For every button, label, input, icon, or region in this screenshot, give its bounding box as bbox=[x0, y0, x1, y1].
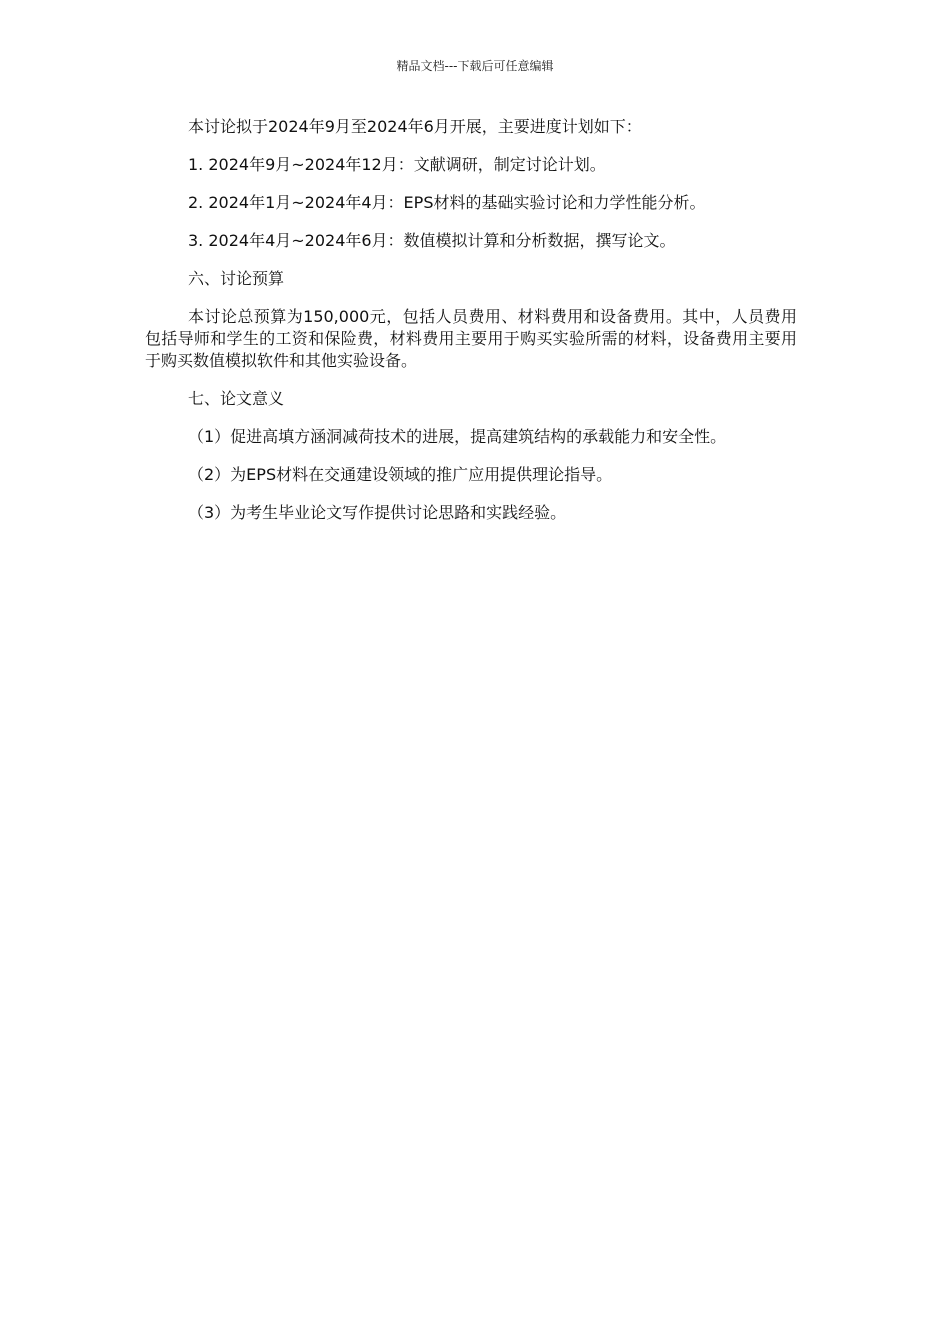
budget-body: 本讨论总预算为150,000元，包括人员费用、材料费用和设备费用。其中，人员费用包括导师和学生的工资和保险费，材料费用主要用于购买实验所需的材料，设备费用主要用于购买数值模拟软件和其他实验设备。 bbox=[145, 307, 797, 370]
budget-heading: 六、讨论预算 bbox=[188, 269, 285, 288]
page-header: 精品文档---下载后可任意编辑 bbox=[396, 59, 554, 73]
document-body bbox=[145, 116, 797, 540]
significance-heading: 七、论文意义 bbox=[188, 389, 285, 408]
schedule-item-3: 3. 2024年4月~2024年6月：数值模拟计算和分析数据，撰写论文。 bbox=[188, 231, 676, 250]
significance-item-1: （1）促进高填方涵洞减荷技术的进展，提高建筑结构的承载能力和安全性。 bbox=[188, 427, 727, 446]
schedule-item-1: 1. 2024年9月~2024年12月：文献调研，制定讨论计划。 bbox=[188, 155, 606, 174]
significance-item-3: （3）为考生毕业论文写作提供讨论思路和实践经验。 bbox=[188, 503, 567, 522]
schedule-intro: 本讨论拟于2024年9月至2024年6月开展，主要进度计划如下： bbox=[188, 117, 642, 136]
schedule-item-2: 2. 2024年1月~2024年4月：EPS材料的基础实验讨论和力学性能分析。 bbox=[188, 193, 706, 212]
significance-item-2: （2）为EPS材料在交通建设领域的推广应用提供理论指导。 bbox=[188, 465, 613, 484]
